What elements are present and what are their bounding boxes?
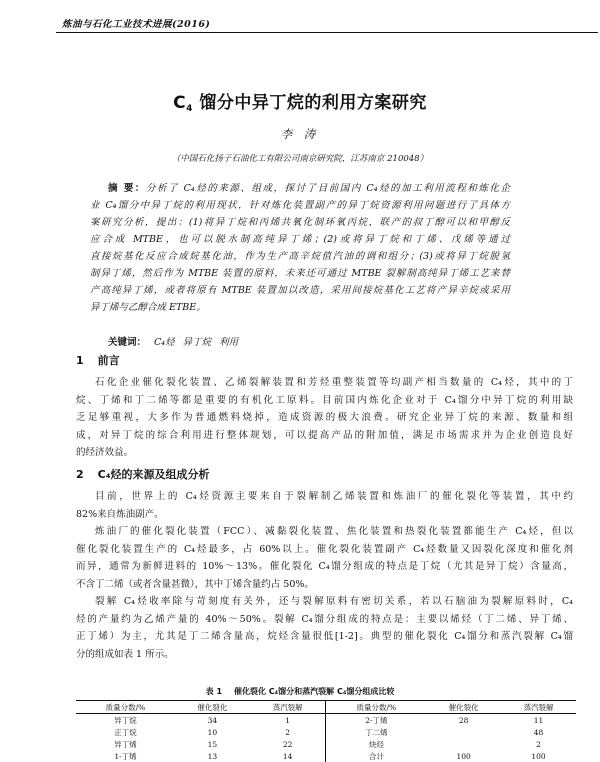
keywords (108, 334, 238, 348)
column-header: 蒸汽裂解 (250, 701, 326, 714)
abstract-label: 摘 要： (108, 183, 146, 194)
table-cell: 丁二烯 (326, 726, 426, 738)
abstract-line: 业 C₄馏分中异丁烷的利用现状，针对炼化装置副产的异丁烷资源利用问题进行了具体方 (90, 200, 510, 211)
column-header: 催化裂化 (175, 701, 250, 714)
text-line: 成，对异丁烷的综合利用进行整体规划，可以提高产品的附加值，满足市场需求并为企业创造良好 (76, 429, 573, 441)
text-line: 炼油厂的催化裂化装置（FCC）、减黏裂化装置、焦化装置和热裂化装置都能生产 C₄烃，但以 (95, 526, 573, 537)
table-cell: 1 (285, 715, 291, 725)
table-number: 表 1 (205, 687, 223, 696)
text-line: 目前，世界上的 C₄烃资源主要来自于裂解制乙烯装置和炼油厂的催化裂化等装置，其中约 (95, 491, 573, 502)
table-cell: 48 (533, 727, 544, 737)
table-row (76, 738, 576, 750)
table-cell (426, 738, 501, 750)
table-cell: 100 (531, 751, 546, 761)
section-number: 2 (76, 468, 84, 481)
table-cell: 13 (207, 751, 218, 761)
text-line: 而异，通常为新鲜进料的 10%～13%。催化裂化 C₄馏分组成的特点是丁烷（尤其是异丁烷）含量高， (76, 561, 573, 572)
section-title: C₄烃的来源及组成分析 (97, 468, 210, 481)
text-line: 乏足够重视，大多作为普通燃料烧掉，造成资源的极大浪费。研究企业异丁烷的来源、数量和组 (76, 412, 573, 423)
table-cell: 22 (282, 739, 293, 749)
table-cell: 34 (207, 715, 218, 725)
table-row (76, 726, 576, 738)
table-cell: 1-丁烯 (114, 751, 137, 761)
abstract-line: 案研究分析，提出：(1)将异丁烷和丙烯共氧化制环氧丙烷，联产的叔丁醇可以和甲醇反 (90, 217, 510, 228)
table-cell: 15 (207, 739, 218, 749)
column-header: 质量分数/% (326, 701, 426, 714)
author-affiliation: （中国石化扬子石油化工有限公司南京研究院，江苏南京 210048） (171, 154, 429, 164)
table-row (76, 714, 576, 727)
author-name: 李 涛 (280, 127, 320, 141)
section-body (76, 374, 573, 462)
table-cell: 10 (207, 727, 218, 737)
composition-table (76, 700, 576, 762)
section-heading (76, 466, 210, 482)
table-title: 催化裂化 C₄馏分和蒸汽裂解 C₄馏分组成比较 (234, 687, 395, 696)
header-rule (56, 32, 598, 33)
abstract-line: 异丁烯与乙醇合成 ETBE。 (90, 302, 206, 313)
column-header: 蒸汽裂解 (501, 701, 576, 714)
text-line: 的经济效益。 (76, 447, 134, 458)
section-heading (76, 352, 120, 368)
text-line: 烃的产量约为乙烯产量的 40%～50%。裂解 C₄馏分组成的特点是：主要以烯烃（丁二烯、异丁烯、 (76, 613, 573, 625)
table-cell: 11 (533, 715, 544, 725)
abstract-line: 制异丁烯，然后作为 MTBE 装置的原料，未来还可通过 MTBE 裂解制高纯异丁烯工艺来替 (90, 268, 510, 279)
running-head: 炼油与石化工业技术进展(2016) (62, 19, 211, 30)
keywords-label: 关键词： (108, 337, 147, 348)
table-cell: 2 (285, 727, 291, 737)
abstract-line: 直接烷基化反应合成烷基化油，作为生产高辛烷值汽油的调和组分；(3)或将异丁烷脱氢 (90, 251, 510, 262)
table-cell: 炔烃 (326, 738, 426, 750)
section-title: 前言 (97, 354, 120, 367)
text-line: 石化企业催化裂化装置、乙烯裂解装置和芳烃重整装置等均副产相当数量的 C₄烃，其中的丁 (95, 377, 573, 388)
text-line: 正丁烯）为主，尤其是丁二烯含量高，烷烃含量很低[1-2]。典型的催化裂化 C₄馏分和蒸汽裂解 C₄馏 (76, 631, 573, 642)
table-cell: 正丁烷 (114, 727, 137, 737)
table-cell: 28 (458, 715, 469, 725)
title-prefix: C (173, 93, 187, 113)
table-cell (426, 726, 501, 738)
table-header-row (76, 701, 576, 714)
table-cell: 异丁烯 (114, 739, 137, 749)
table-cell: 100 (456, 751, 471, 761)
keyword: 利用 (219, 337, 239, 348)
abstract-line: 摘 要：分析了 C₄烃的来源、组成，探讨了目前国内 C₄烃的加工利用流程和炼化企 (108, 183, 510, 194)
title-subscript: 4 (186, 104, 193, 114)
column-header: 催化裂化 (426, 701, 501, 714)
text-line: 不含丁二烯（或者含量甚微），其中丁烯含量约占 50%。 (76, 578, 314, 590)
table-cell: 2 (536, 739, 541, 749)
abstract (90, 180, 510, 316)
text-line: 裂解 C₄烃收率除与苛刻度有关外，还与裂解原料有密切关系，若以石脑油为裂解原料时，C₄ (95, 596, 573, 607)
abstract-line: 应合成 MTBE，也可以脱水制高纯异丁烯；(2)或将异丁烷和丁烯、戊烯等通过 (90, 234, 510, 245)
table-caption (0, 686, 600, 697)
section-number: 1 (76, 354, 84, 367)
text-line: 催化裂化装置生产的 C₄烃最多，占 60%以上。催化裂化装置副产 C₄烃数量又因裂化深度和催化剂 (76, 543, 573, 555)
section-body (76, 488, 573, 663)
keyword: 异丁烷 (182, 337, 212, 348)
title-text: 馏分中异丁烷的利用方案研究 (192, 93, 427, 113)
keyword: C₄烃 (154, 337, 175, 348)
text-line: 82%来自炼油副产。 (76, 508, 164, 520)
text-line: 烷、丁烯和丁二烯等都是重要的有机化工原料。目前国内炼化企业对于 C₄馏分中异丁烷的利用缺 (76, 394, 573, 406)
column-header: 质量分数/% (76, 701, 175, 714)
table-cell: 14 (282, 751, 293, 761)
text-line: 分的组成如表 1 所示。 (76, 648, 174, 660)
table-cell: 合计 (326, 750, 426, 762)
table-cell: 2-丁烯 (326, 714, 426, 727)
article-title (0, 88, 600, 114)
table-cell: 异丁烷 (114, 715, 137, 725)
abstract-line: 产高纯异丁烯，或者将原有 MTBE 装置加以改造，采用间接烷基化工艺将产异辛烷或采用 (90, 285, 510, 296)
